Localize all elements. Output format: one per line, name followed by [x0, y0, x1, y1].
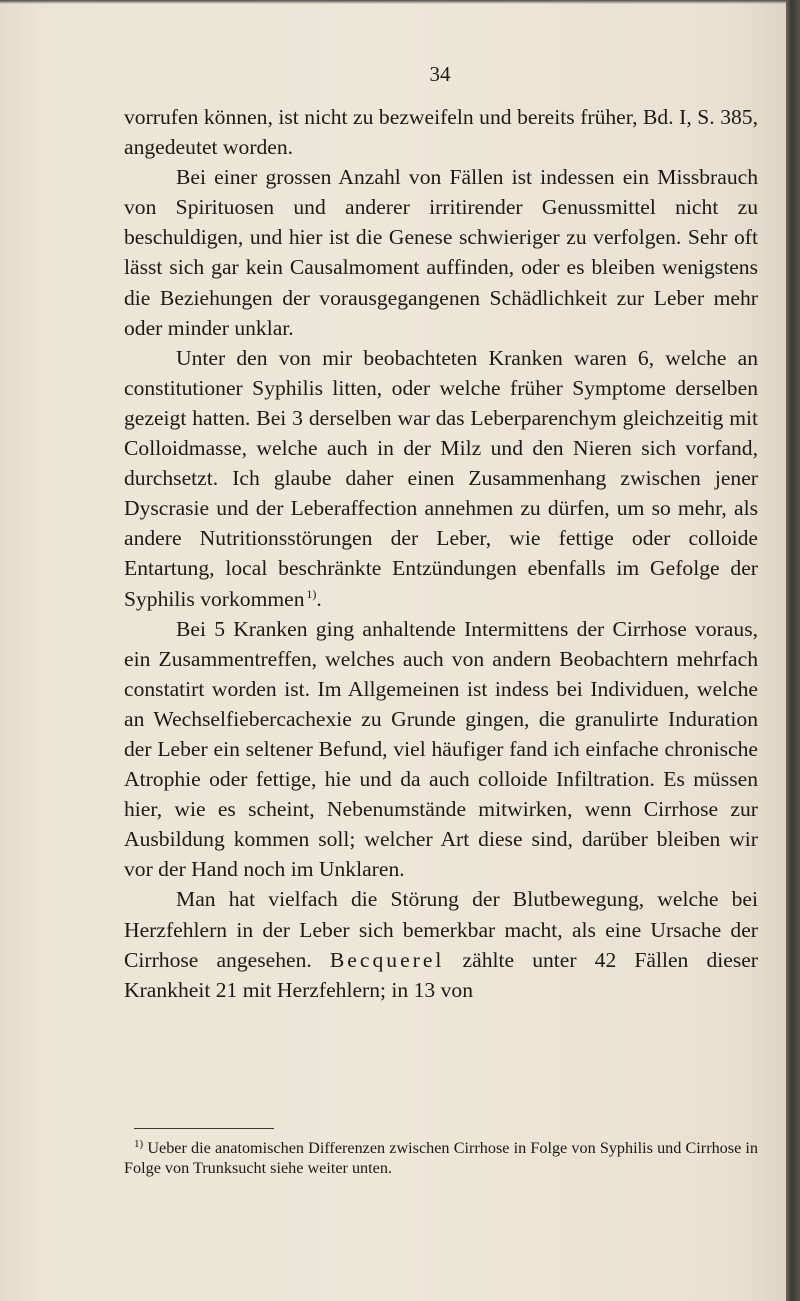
paragraph-herzfehler	[124, 884, 758, 1004]
page-top-edge	[0, 0, 800, 4]
page-number: 34	[429, 62, 451, 86]
book-spine-edge	[786, 0, 800, 1301]
main-text	[124, 102, 758, 1005]
footnote-reference: 1)	[306, 586, 317, 601]
paragraph-intermittens: Bei 5 Kranken ging anhaltende Intermittens der Cirrhose voraus, ein Zusammentreffen, welches auch von andern Beobachtern mehrfach constatirt worden ist. Im Allgemeinen ist indess bei Individuen, welche an Wechselfiebercachexie zu Grunde gingen, die granulirte Induration der Leber ein seltener Befund, viel häufiger fand ich einfache chronische Atrophie oder fettige, hie und da auch colloide Infiltration. Es müssen hier, wie es scheint, Nebenumstände mitwirken, wenn Cirrhose zur Ausbildung kommen soll; welcher Art diese sind, darüber bleiben wir vor der Hand noch im Unklaren.	[124, 616, 758, 882]
paragraph-spirituosen: Bei einer grossen Anzahl von Fällen ist indessen ein Missbrauch von Spirituosen und anderer irritirender Genussmittel nicht zu beschuldigen, und hier ist die Genese schwieriger zu verfolgen. Sehr oft lässt sich gar kein Causalmoment auffinden, oder es bleiben wenigstens die Beziehungen der vorausgegangenen Schädlichkeit zur Leber mehr oder minder unklar.	[124, 165, 758, 340]
paragraph-herzfehler-text-before: Man hat vielfach die Störung der Blutbewegung, welche bei Herzfehlern in der Leber sich bemerkbar macht, als eine Ursache der Cirrhose angesehen.	[124, 887, 758, 972]
author-name-becquerel: Becquerel	[329, 947, 445, 972]
paragraph-syphilis	[124, 343, 758, 614]
footnote	[124, 1138, 758, 1178]
paragraph-syphilis-tail: .	[316, 586, 322, 611]
footnote-marker: 1)	[134, 1138, 144, 1150]
footnote-text: Ueber die anatomischen Differenzen zwischen Cirrhose in Folge von Syphilis und Cirrhose in Folge von Trunksucht siehe weiter unten.	[124, 1139, 759, 1177]
paragraph-syphilis-text: Unter den von mir beobachteten Kranken waren 6, welche an constitutioner Syphilis litten, oder welche früher Symptome derselben gezeigt hatten. Bei 3 derselben war das Leberparenchym gleichzeitig mit Colloidmasse, welche auch in der Milz und den Nieren sich vorfand, durchsetzt. Ich glaube daher einen Zusammenhang zwischen jener Dyscrasie und der Leberaffection annehmen zu dürfen, um so mehr, als andere Nutritionsstörungen der Leber, wie fettige oder colloide Entartung, local beschränkte Entzündungen ebenfalls im Gefolge der Syphilis vorkommen	[124, 345, 758, 611]
paragraph-herzfehler-text-after: zählte unter 42 Fällen dieser Krankheit 21 mit Herzfehlern; in 13 von	[124, 947, 758, 1002]
paragraph-continued: vorrufen können, ist nicht zu bezweifeln und bereits früher, Bd. I, S. 385, angedeutet worden.	[124, 105, 758, 160]
footnote-divider	[134, 1128, 274, 1129]
